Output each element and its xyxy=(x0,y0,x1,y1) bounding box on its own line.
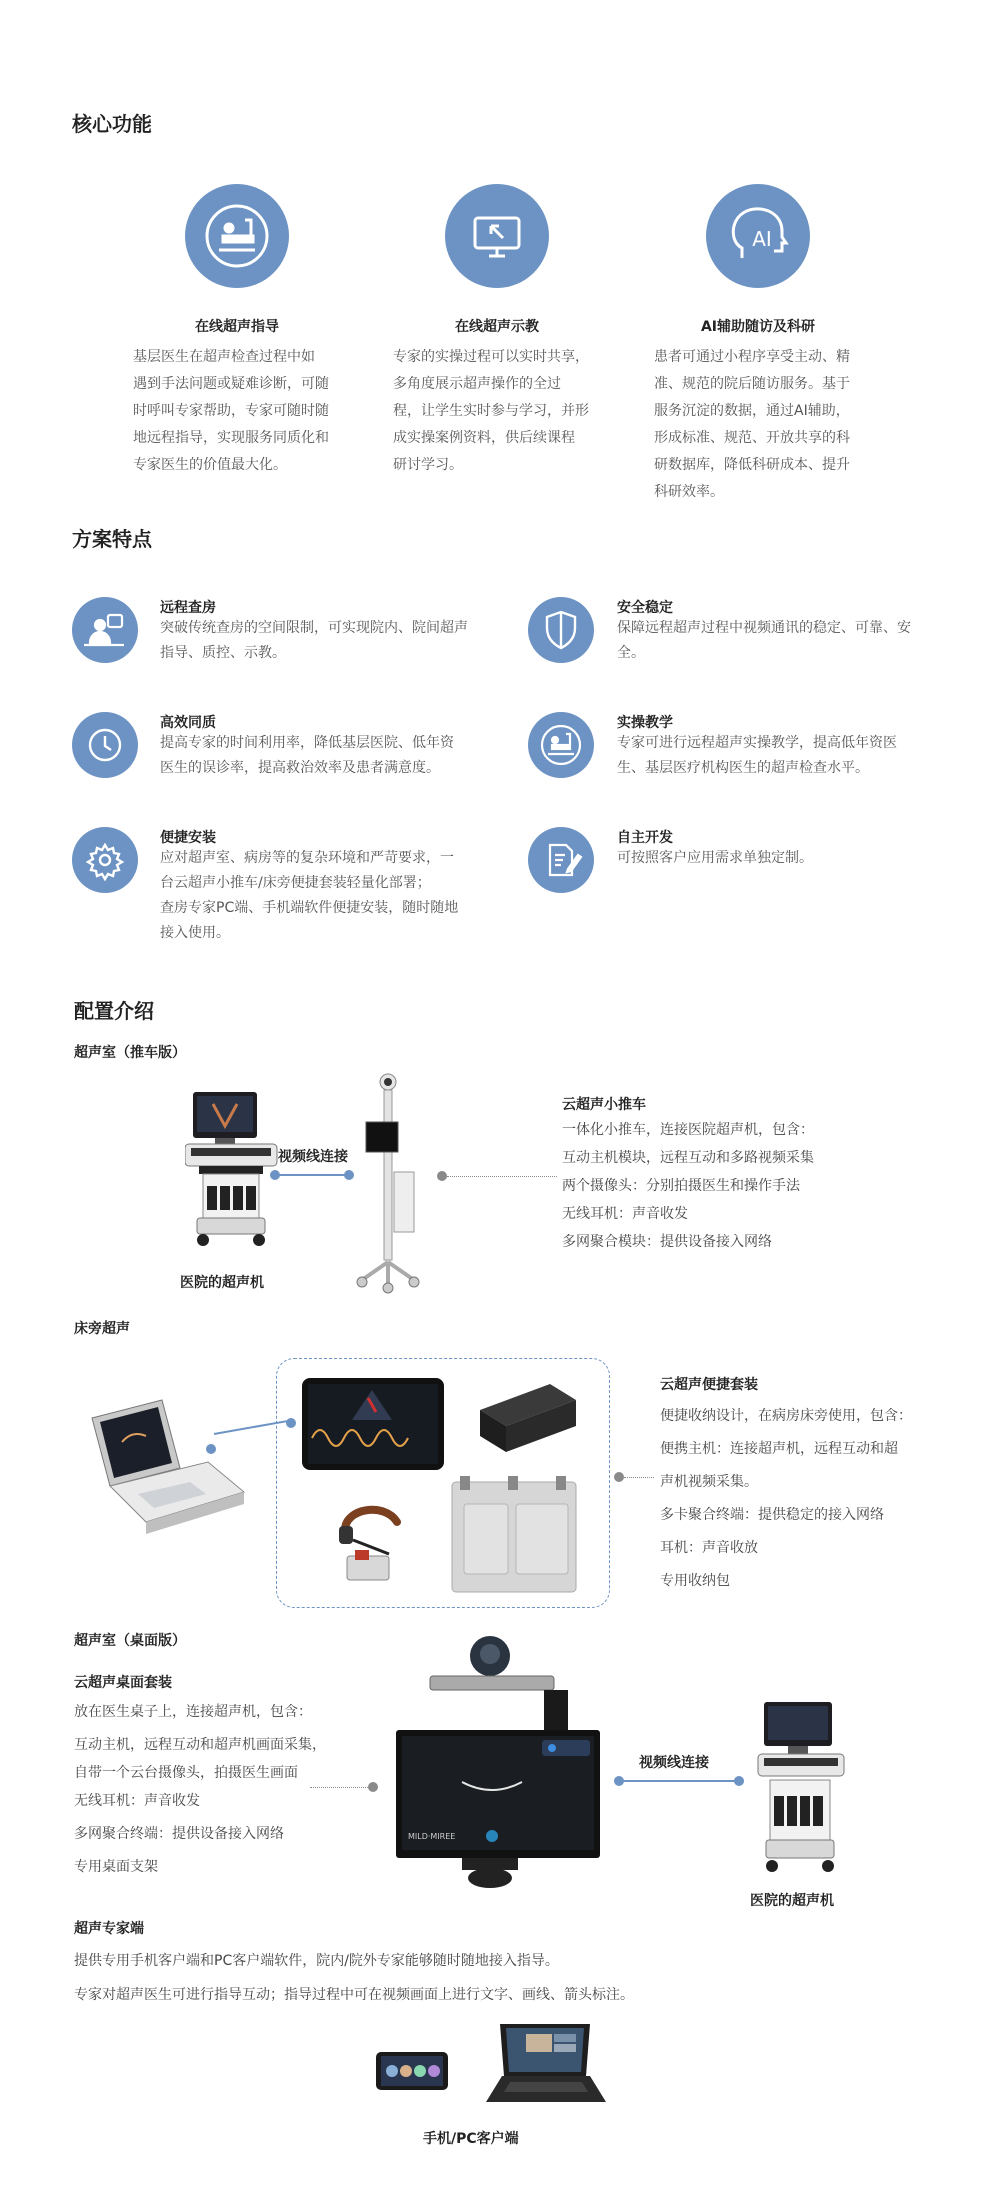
svg-text:AI: AI xyxy=(752,227,772,251)
bedside-desc: 便捷收纳设计，在病房床旁使用，包含： 便携主机：连接超声机，远程互动和超 声机视频采集。 多卡聚合终端：提供稳定的接入网络 耳机：声音收放 专用收纳包 xyxy=(660,1408,912,1589)
cart-subheading: 超声室（推车版） xyxy=(74,1045,186,1061)
cart-desc: 一体化小推车，连接医院超声机，包含： 互动主机模块，远程互动和多路视频采集 两个摄像头：分别拍摄医生和操作手法 无线耳机：声音收发 多网聚合模块：提供设备接入网络 xyxy=(562,1122,814,1250)
features-heading: 方案特点 xyxy=(72,527,152,551)
desk-link-dot-right xyxy=(734,1776,744,1786)
core-desc-3: 患者可通过小程序享受主动、精 准、规范的院后随访服务。基于 服务沉淀的数据，通过AI辅助， 形成标准、规范、开放共享的科 研数据库，降低科研成本、提升 科研效率。 xyxy=(654,349,850,500)
desk-machine-caption: 医院的超声机 xyxy=(750,1893,834,1909)
pc-client-image xyxy=(486,2022,606,2108)
bedside-monitor-image xyxy=(302,1378,444,1474)
cart-desc-line xyxy=(447,1176,557,1177)
headset-image xyxy=(333,1500,413,1590)
core-title-2: 在线超声示教 xyxy=(455,319,539,335)
desk-ultrasound-machine-image xyxy=(756,1700,848,1880)
desktop-screen-logo: MILD·MIREE xyxy=(408,1832,456,1841)
gear-icon xyxy=(72,827,138,893)
feature-title-secure: 安全稳定 xyxy=(617,600,673,616)
desk-subheading: 超声室（桌面版） xyxy=(74,1633,186,1649)
config-heading: 配置介绍 xyxy=(74,999,154,1023)
feature-title-custom: 自主开发 xyxy=(617,830,673,846)
feature-title-remote-rounds: 远程查房 xyxy=(160,600,216,616)
core-title-1: 在线超声指导 xyxy=(195,319,279,335)
feature-desc-custom: 可按照客户应用需求单独定制。 xyxy=(617,850,813,866)
cart-link-line xyxy=(278,1174,348,1176)
feature-desc-teaching: 专家可进行远程超声实操教学，提高低年资医 生、基层医疗机构医生的超声检查水平。 xyxy=(617,735,897,776)
desk-title: 云超声桌面套装 xyxy=(74,1675,172,1691)
shield-icon xyxy=(528,597,594,663)
mobile-client-image xyxy=(376,2052,448,2090)
core-title-3: AI辅助随访及科研 xyxy=(700,319,816,335)
desk-desc-dot xyxy=(368,1782,378,1792)
desk-link-label: 视频线连接 xyxy=(639,1755,709,1771)
storage-bag-image xyxy=(446,1474,582,1596)
expert-subheading: 超声专家端 xyxy=(74,1921,144,1937)
document-edit-icon xyxy=(528,827,594,893)
desk-link-line xyxy=(622,1780,738,1782)
desk-desc-line xyxy=(310,1787,372,1788)
cart-machine-caption: 医院的超声机 xyxy=(180,1275,264,1291)
cart-link-label: 视频线连接 xyxy=(278,1149,348,1165)
expert-desc: 提供专用手机客户端和PC客户端软件，院内/院外专家能够随时随地接入指导。 专家对超声医生可进行指导互动；指导过程中可在视频画面上进行文字、画线、箭头标注。 xyxy=(74,1953,634,2003)
desk-desc: 放在医生桌子上，连接超声机，包含： 互动主机，远程互动和超声机画面采集， 自带一个云台摄像头，拍摄医生画面 无线耳机：声音收发 多网聚合终端：提供设备接入网络 专用桌面支架 xyxy=(74,1704,326,1875)
teaching-icon xyxy=(528,712,594,778)
remote-rounds-icon xyxy=(72,597,138,663)
bedside-desc-dot xyxy=(614,1472,624,1482)
ai-head-icon xyxy=(706,184,810,288)
feature-title-teaching: 实操教学 xyxy=(617,715,673,731)
bedside-subheading: 床旁超声 xyxy=(74,1321,130,1337)
ultrasound-guide-icon xyxy=(185,184,289,288)
clock-icon xyxy=(72,712,138,778)
feature-title-install: 便捷安装 xyxy=(160,830,216,846)
host-box-image xyxy=(470,1380,580,1460)
core-heading: 核心功能 xyxy=(72,112,152,136)
core-desc-1: 基层医生在超声检查过程中如 遇到手法问题或疑难诊断，可随 时呼叫专家帮助，专家可随时随 地远程指导，实现服务同质化和 专家医生的价值最大化。 xyxy=(133,349,329,473)
feature-desc-install: 应对超声室、病房等的复杂环境和严苛要求，一 台云超声小推车/床旁便捷套装轻量化部署； 查房专家PC端、手机端软件便捷安装，随时随地 接入使用。 xyxy=(160,850,459,941)
feature-title-efficient: 高效同质 xyxy=(160,715,216,731)
portable-ultrasound-image xyxy=(82,1398,248,1558)
expert-caption: 手机/PC客户端 xyxy=(423,2131,519,2147)
ultrasound-cart-image xyxy=(350,1072,450,1296)
feature-desc-efficient: 提高专家的时间利用率，降低基层医院、低年资 医生的误诊率，提高救治效率及患者满意度。 xyxy=(160,735,454,776)
feature-desc-remote-rounds: 突破传统查房的空间限制，可实现院内、院间超声 指导、质控、示教。 xyxy=(160,620,468,661)
cart-desc-dot xyxy=(437,1171,447,1181)
bedside-title: 云超声便捷套装 xyxy=(660,1377,758,1393)
cart-title: 云超声小推车 xyxy=(562,1097,646,1113)
screen-cursor-icon xyxy=(445,184,549,288)
core-desc-2: 专家的实操过程可以实时共享， 多角度展示超声操作的全过 程，让学生实时参与学习，并形 成实操案例资料，供后续课程 研讨学习。 xyxy=(393,349,589,473)
desktop-kit-image xyxy=(392,1632,606,1892)
feature-desc-secure: 保障远程超声过程中视频通讯的稳定、可靠、安 全。 xyxy=(617,620,911,661)
bedside-desc-line xyxy=(624,1477,654,1478)
bedside-dot-left xyxy=(206,1444,216,1454)
